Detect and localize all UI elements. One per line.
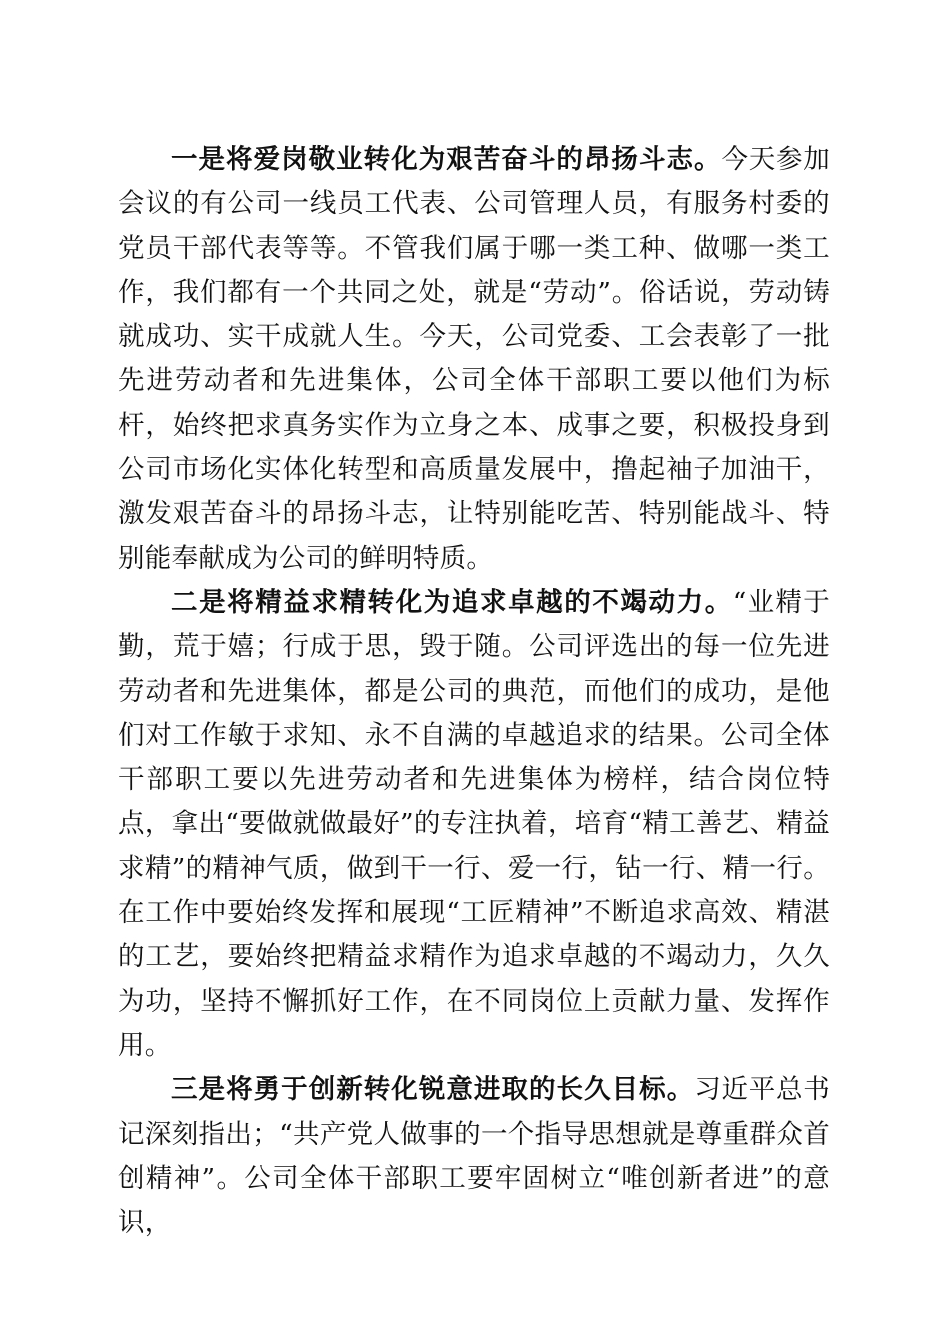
paragraph-2-lead: 二是将精益求精转化为追求卓越的不竭动力。 (171, 586, 733, 618)
paragraph-3-text: 习近平总书记深刻指出；“共产党人做事的一个指导思想就是尊重群众首创精神”。公司全体干部职工要牢固树立“唯创新者进”的意识， (118, 1074, 831, 1239)
paragraph-2-text: “业精于勤，荒于嬉；行成于思，毁于随。公司评选出的每一位先进劳动者和先进集体，都是公司的典范，而他们的成功，是他们对工作敏于求知、永不自满的卓越追求的结果。公司全体干部职工要以先进劳动者和先进集体为榜样，结合岗位特点，拿出“要做就做最好”的专注执着，培育“精工善艺、精益求精”的精神气质，做到干一行、爱一行，钻一行、精一行。在工作中要始终发挥和展现“工匠精神”不断追求高效、精湛的工艺，要始终把精益求精作为追求卓越的不竭动力，久久为功，坚持不懈抓好工作，在不同岗位上贡献力量、发挥作用。 (118, 586, 831, 1061)
paragraph-1-lead: 一是将爱岗敬业转化为艰苦奋斗的昂扬斗志。 (171, 144, 722, 175)
paragraph-3 (118, 1068, 830, 1245)
document-body (118, 138, 830, 1245)
paragraph-2 (118, 581, 830, 1068)
paragraph-1-text: 今天参加会议的有公司一线员工代表、公司管理人员，有服务村委的党员干部代表等等。不管我们属于哪一类工种、做哪一类工作，我们都有一个共同之处，就是“劳动”。俗话说，劳动铸就成功、实干成就人生。今天，公司党委、工会表彰了一批先进劳动者和先进集体，公司全体干部职工要以他们为标杆，始终把求真务实作为立身之本、成事之要，积极投身到公司市场化实体化转型和高质量发展中，撸起袖子加油干，激发艰苦奋斗的昂扬斗志，让特别能吃苦、特别能战斗、特别能奉献成为公司的鲜明特质。 (118, 144, 831, 574)
paragraph-3-lead: 三是将勇于创新转化锐意进取的长久目标。 (171, 1074, 695, 1106)
paragraph-1 (118, 138, 830, 581)
